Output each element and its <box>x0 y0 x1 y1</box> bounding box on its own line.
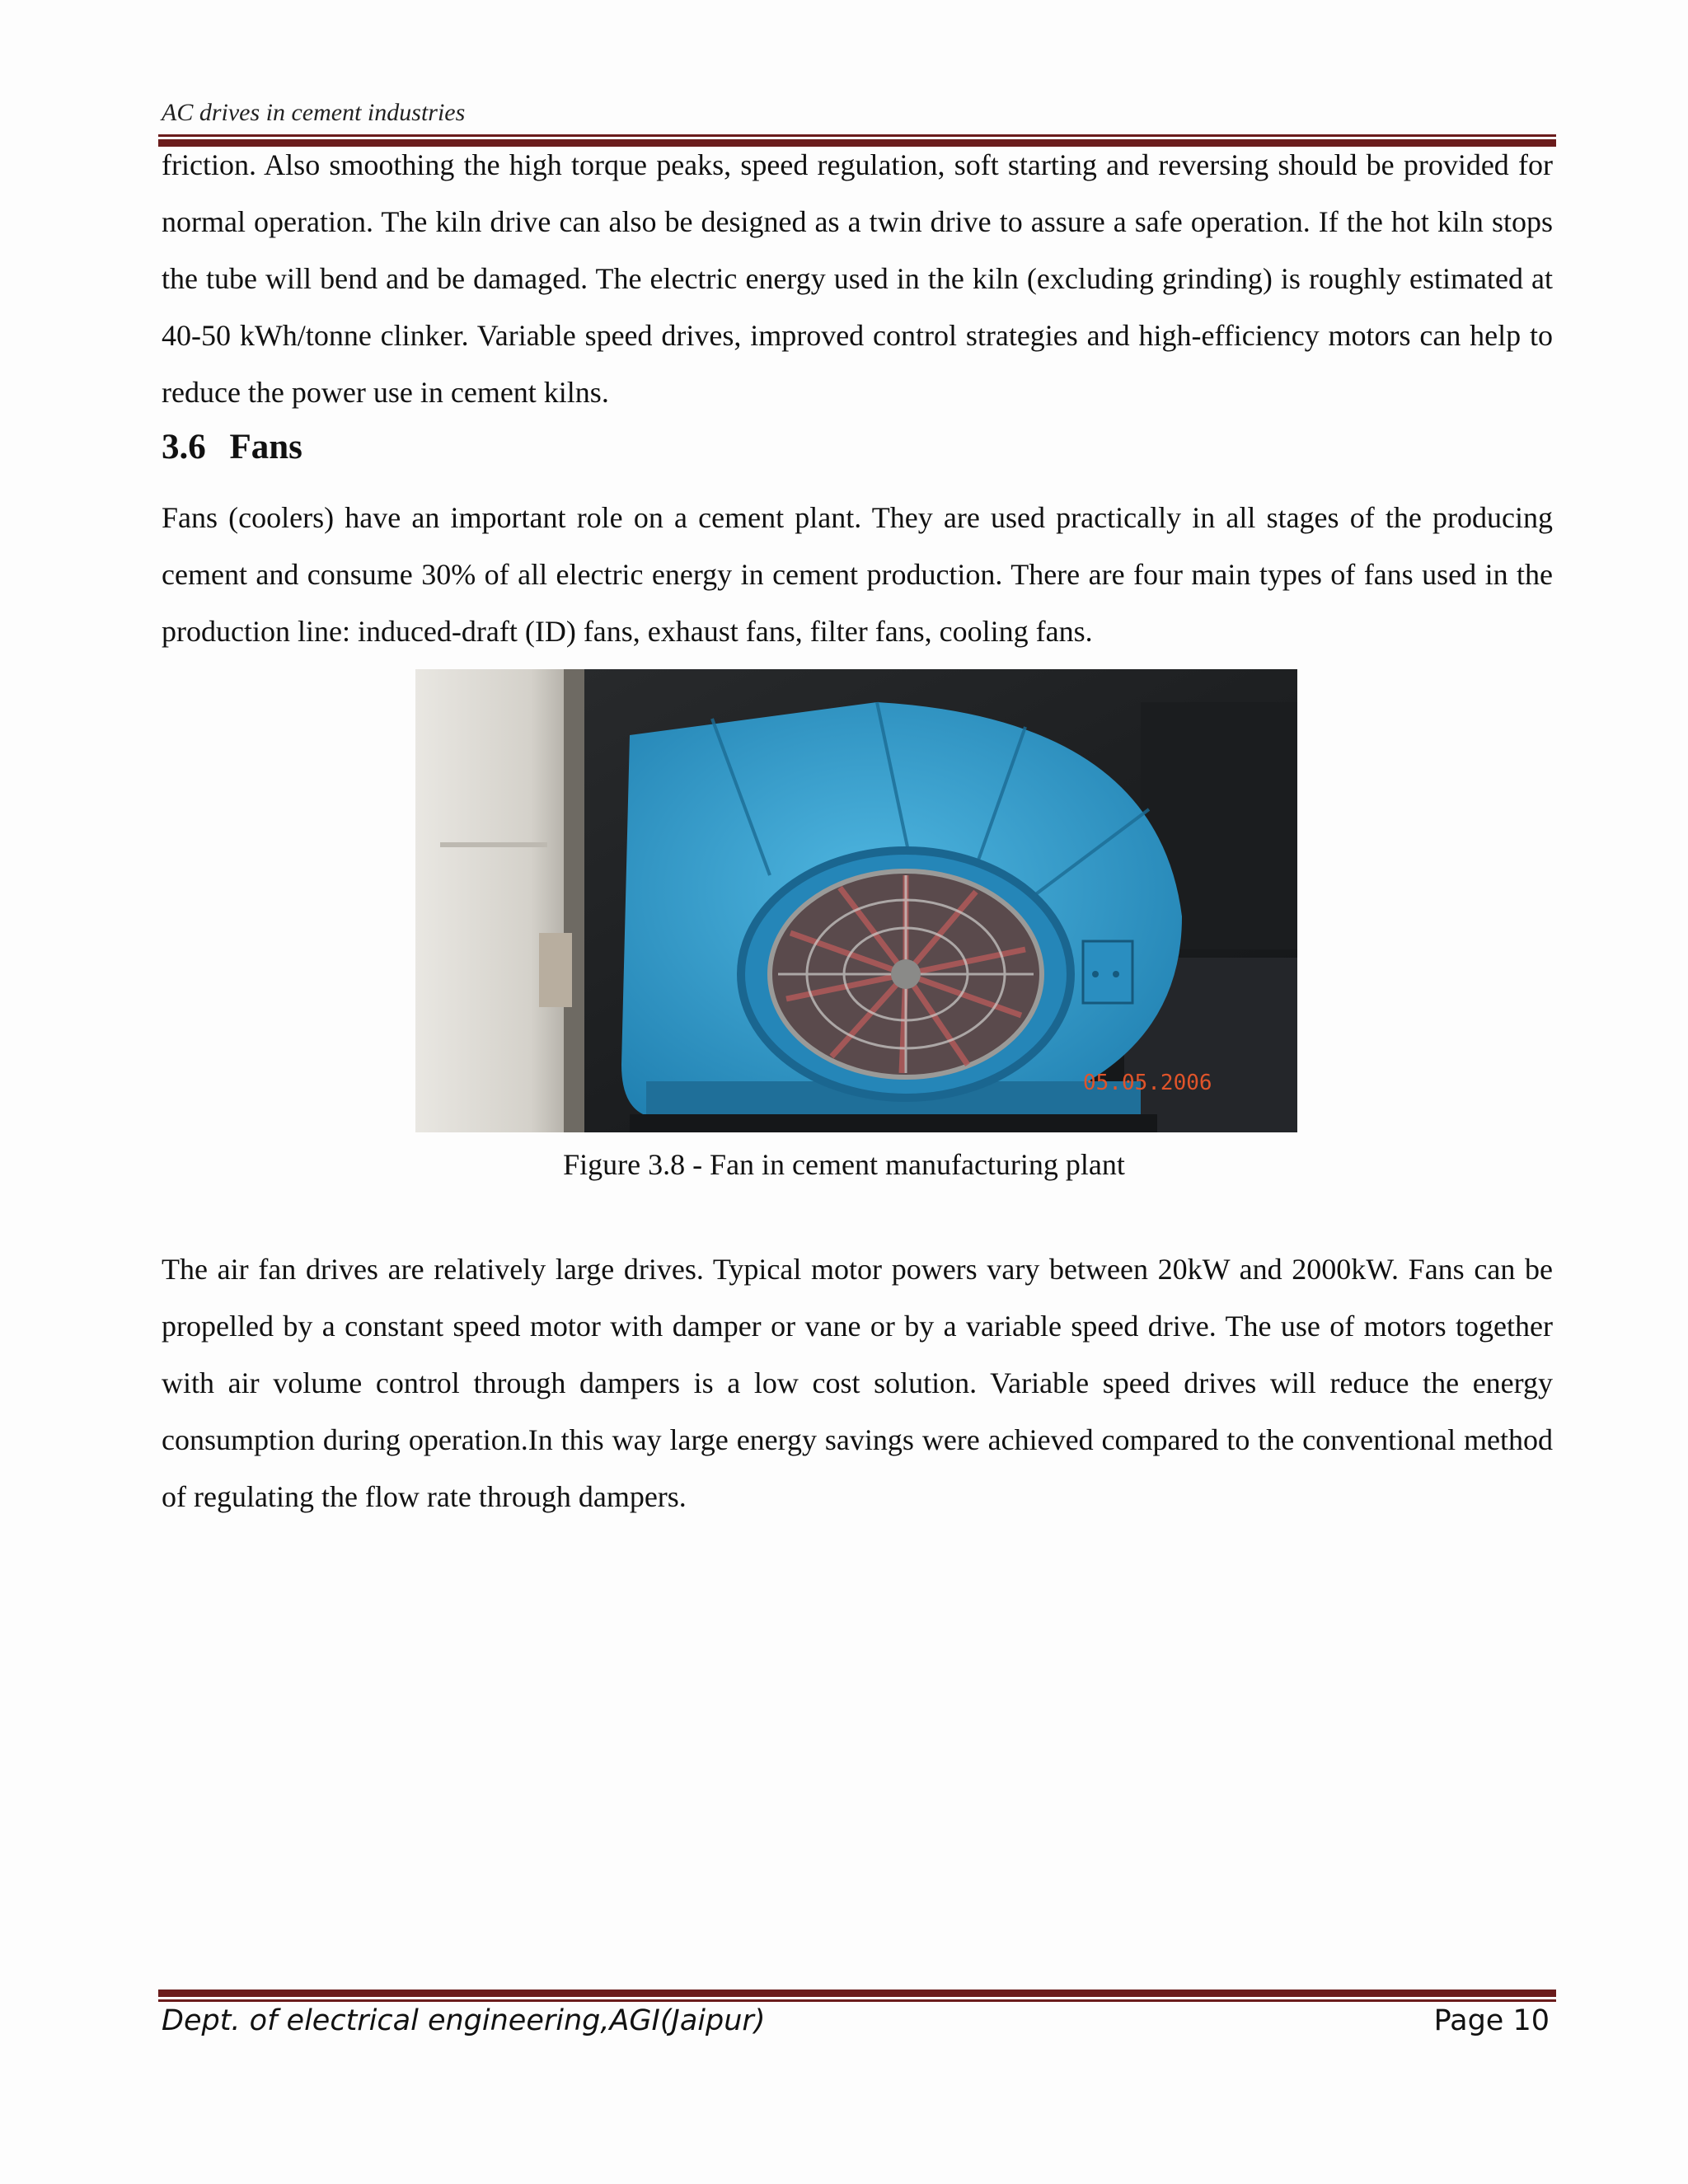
fan-photo <box>415 669 1297 1132</box>
figure-caption: Figure 3.8 - Fan in cement manufacturing plant <box>563 1148 1125 1181</box>
page-number: Page 10 <box>1433 2004 1550 2037</box>
body-paragraph-fan-drives: The air fan drives are relatively large drives. Typical motor powers vary between 20kW and 2000kW. Fans can be propelled by a constant speed motor with damper or vane or by a variable speed drive. The use of motors together with air volume control through dampers is a low cost solution. Variable speed drives will reduce the energy consumption during operation.In this way large energy savings were achieved compared to the conventional method of regulating the flow rate through dampers. <box>162 1253 1553 1513</box>
body-paragraph-kiln: friction. Also smoothing the high torque peaks, speed regulation, soft starting and reversing should be provided for normal operation. The kiln drive can also be designed as a twin drive to assure a safe operation. If the hot kiln stops the tube will bend and be damaged. The electric energy used in the kiln (excluding grinding) is roughly estimated at 40-50 kWh/tonne clinker. Variable speed drives, improved control strategies and high-efficiency motors can help to reduce the power use in cement kilns. <box>162 148 1553 409</box>
section-title: Fans <box>229 428 302 466</box>
running-header-title: AC drives in cement industries <box>162 99 466 126</box>
footer-rule <box>158 1990 1556 2002</box>
body-paragraph-fans-intro: Fans (coolers) have an important role on a cement plant. They are used practically in all stages of the producing cement and consume 30% of all electric energy in cement production. There are four main types of fans used in the production line: induced-draft (ID) fans, exhaust fans, filter fans, cooling fans. <box>162 501 1553 648</box>
photo-date-stamp: 05.05.2006 <box>1083 1071 1212 1095</box>
footer-department: Dept. of electrical engineering,AGI(Jaipur) <box>162 2004 766 2037</box>
section-heading <box>162 427 302 467</box>
section-number: 3.6 <box>162 428 206 466</box>
